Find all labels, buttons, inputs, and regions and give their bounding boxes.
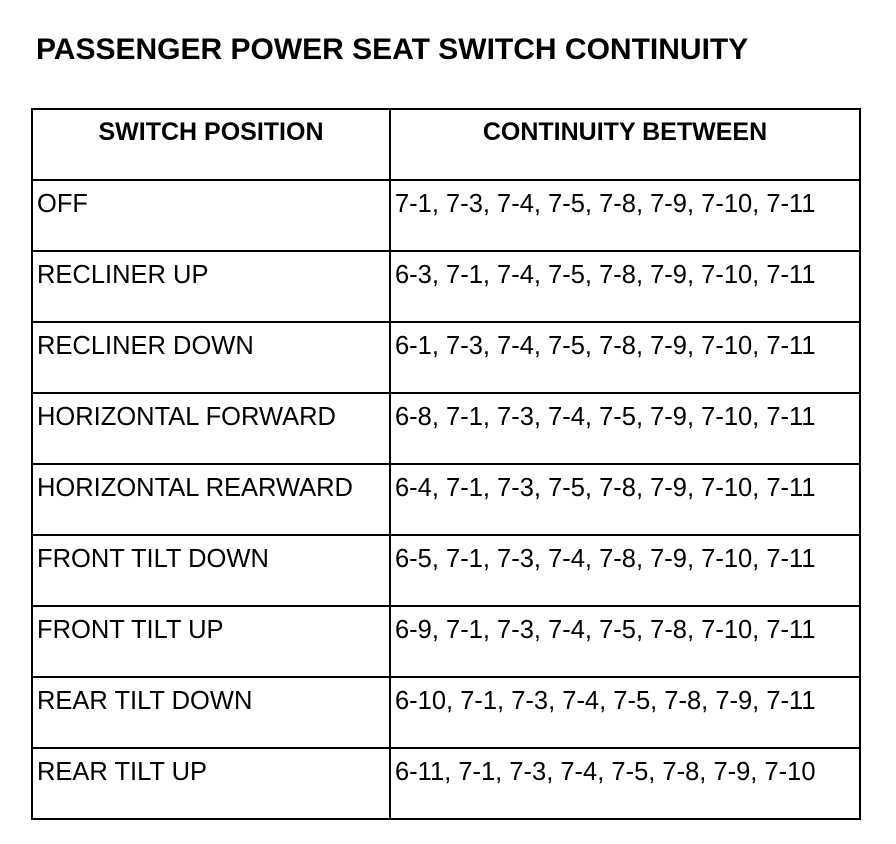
continuity-cell: 6-11, 7-1, 7-3, 7-4, 7-5, 7-8, 7-9, 7-10 [390,748,860,819]
continuity-cell: 6-5, 7-1, 7-3, 7-4, 7-8, 7-9, 7-10, 7-11 [390,535,860,606]
page-title: PASSENGER POWER SEAT SWITCH CONTINUITY [36,33,749,66]
header-switch-position: SWITCH POSITION [32,109,390,180]
table-row [32,393,860,464]
continuity-cell: 6-10, 7-1, 7-3, 7-4, 7-5, 7-8, 7-9, 7-11 [390,677,860,748]
table-row [32,535,860,606]
switch-position-cell: REAR TILT UP [32,748,390,819]
switch-position-cell: RECLINER UP [32,251,390,322]
switch-position-cell: RECLINER DOWN [32,322,390,393]
table-row [32,677,860,748]
table-row [32,606,860,677]
continuity-cell: 6-9, 7-1, 7-3, 7-4, 7-5, 7-8, 7-10, 7-11 [390,606,860,677]
switch-position-cell: OFF [32,180,390,251]
switch-position-cell: FRONT TILT UP [32,606,390,677]
header-continuity-between: CONTINUITY BETWEEN [390,109,860,180]
switch-position-cell: REAR TILT DOWN [32,677,390,748]
continuity-cell: 7-1, 7-3, 7-4, 7-5, 7-8, 7-9, 7-10, 7-11 [390,180,860,251]
table-row [32,322,860,393]
switch-position-cell: FRONT TILT DOWN [32,535,390,606]
continuity-cell: 6-3, 7-1, 7-4, 7-5, 7-8, 7-9, 7-10, 7-11 [390,251,860,322]
table-row [32,251,860,322]
continuity-cell: 6-1, 7-3, 7-4, 7-5, 7-8, 7-9, 7-10, 7-11 [390,322,860,393]
continuity-cell: 6-8, 7-1, 7-3, 7-4, 7-5, 7-9, 7-10, 7-11 [390,393,860,464]
switch-position-cell: HORIZONTAL REARWARD [32,464,390,535]
switch-position-cell: HORIZONTAL FORWARD [32,393,390,464]
table-header-row [32,109,860,180]
table-row [32,180,860,251]
table-row [32,748,860,819]
table-row [32,464,860,535]
continuity-cell: 6-4, 7-1, 7-3, 7-5, 7-8, 7-9, 7-10, 7-11 [390,464,860,535]
continuity-table [31,108,861,820]
